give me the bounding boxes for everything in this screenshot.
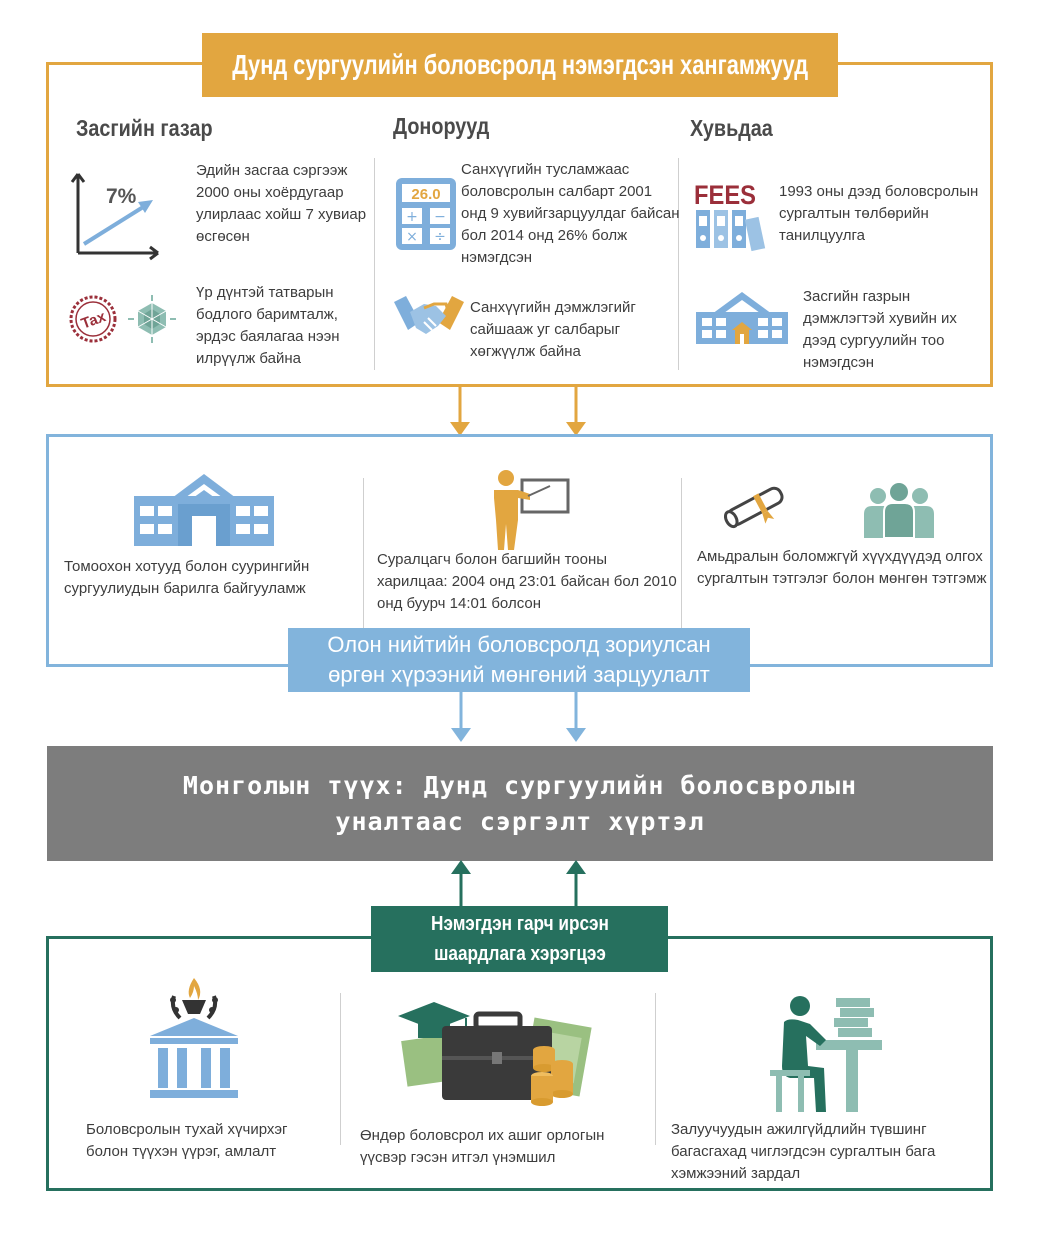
- fees-binders-icon: [694, 178, 766, 250]
- gov-item-2-text: Үр дүнтэй татварын бодлого баримталж, эрдэс баялагаа нээн илрүүлж байна: [196, 284, 340, 367]
- tax-stamp-label: Tax: [78, 308, 109, 333]
- private-item-2-text: Засгийн газрын дэмжлэгтэй хувийн их дээд сургуулийн тоо нэмэгдсэн: [803, 288, 957, 371]
- top-banner-text: Дунд сургуулийн боловсролд нэмэгдсэн хангамжууд: [232, 49, 808, 80]
- fees-label: FEES: [694, 180, 756, 210]
- mid-item-2-text: Суралцагч болон багшийн тооны харилцаа: 2004 онд 23:01 байсан бол 2010 онд буурч 14:01 болсон: [377, 551, 677, 612]
- school-building-icon: [134, 474, 274, 546]
- diploma-icon: [718, 480, 794, 532]
- svg-text:÷: ÷: [434, 229, 446, 245]
- column-heading-government: Засгийн газар: [76, 115, 213, 141]
- group-people-icon: [864, 482, 934, 538]
- bottom-item-3-text: Залуучуудын ажилгүйдлийн түвшинг багасгахад чиглэгдсэн сургалтын бага хэмжээний зардал: [671, 1121, 936, 1182]
- mid-col-divider-1: [363, 478, 364, 628]
- middle-banner-text: Олон нийтийн боловсролд зориулсан өргөн хүрээний мөнгөний зарцуулалт: [327, 632, 711, 687]
- mid-item-3-text: Амьдралын боломжгүй хүүхдүүдэд олгох сургалтын тэтгэлэг болон мөнгөн тэтгэмж: [697, 548, 987, 587]
- tax-stamp-icon: [68, 294, 118, 344]
- graduation-money-icon: [398, 994, 594, 1110]
- bottom-col-divider-1: [340, 993, 341, 1145]
- blue-arrow-left: [441, 692, 481, 746]
- green-arrow-left: [441, 858, 481, 910]
- gov-item-1-text: Эдийн засгаа сэргээж 2000 оны хоёрдугаар улирлаас хойш 7 хувиар өсгөсөн: [196, 162, 367, 245]
- column-heading-private: Хувьдаа: [690, 115, 773, 141]
- svg-text:+: +: [406, 209, 418, 225]
- center-title-box: [47, 746, 993, 861]
- private-item-1-text: 1993 оны дээд боловсролын сургалтын төлбөрийн танилцуулга: [779, 183, 979, 244]
- bottom-item-2-text: Өндөр боловсрол их ашиг орлогын үүсвэр гэсэн итгэл үнэмшил: [360, 1127, 605, 1166]
- calculator-display: 26.0: [411, 186, 441, 203]
- donor-item-2-text: Санхүүгийн дэмжлэгийг сайшааж уг салбарыг хөгжүүлж байна: [470, 299, 636, 360]
- institution-torch-icon: [146, 974, 242, 1100]
- calculator-icon: [396, 178, 456, 250]
- bottom-banner-text: Нэмэгдэн гарч ирсэн шаардлага хэрэгцээ: [430, 913, 609, 965]
- column-heading-donors: Донорууд: [393, 113, 490, 139]
- middle-section-banner: [288, 628, 750, 692]
- bottom-section-banner: [371, 906, 668, 972]
- top-col-divider-1: [374, 158, 375, 370]
- student-desk-icon: [770, 994, 882, 1114]
- mid-col-divider-2: [681, 478, 682, 628]
- orange-arrow-left: [440, 384, 480, 440]
- green-arrow-right: [556, 858, 596, 910]
- donor-item-1-text: Санхүүгийн тусламжаас боловсролын салбарт 2001 онд 9 хувийгзарцуулдаг байсан бол 2014 онд 26% болж нэмэгдсэн: [461, 161, 680, 266]
- teacher-board-icon: [488, 468, 572, 550]
- university-building-icon: [696, 292, 788, 344]
- mid-item-1-text: Томоохон хотууд болон суурингийн сургуулиудын барилга байгууламж: [64, 558, 310, 597]
- handshake-icon: [394, 292, 464, 342]
- growth-percent-label: 7%: [106, 185, 137, 208]
- gem-icon: [128, 295, 176, 343]
- blue-arrow-right: [556, 692, 596, 746]
- svg-text:×: ×: [406, 229, 418, 245]
- top-section-banner: [202, 33, 838, 97]
- bottom-item-1-text: Боловсролын тухай хүчирхэг болон түүхэн үүрэг, амлалт: [86, 1121, 288, 1160]
- growth-chart-icon: [68, 168, 168, 263]
- svg-text:−: −: [434, 209, 446, 225]
- bottom-col-divider-2: [655, 993, 656, 1145]
- center-title-text: Монголын түүх: Дунд сургуулийн болосвролын уналтаас сэргэлт хүртэл: [182, 770, 858, 836]
- orange-arrow-right: [556, 384, 596, 440]
